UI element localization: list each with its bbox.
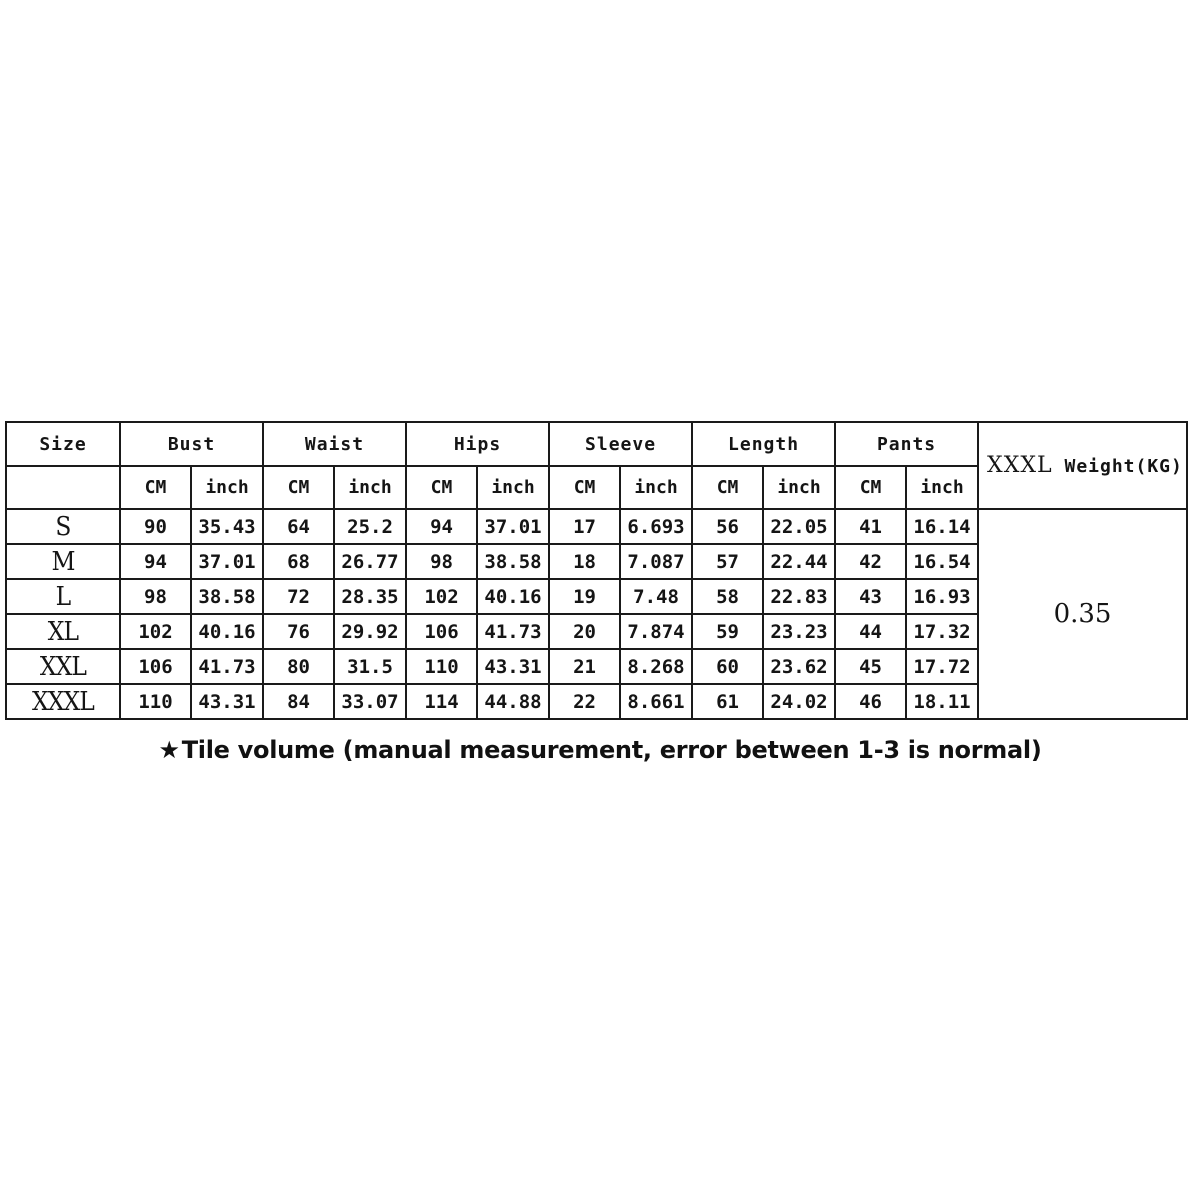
inch-value-cell: 40.16 bbox=[477, 579, 549, 614]
inch-value-cell: 25.2 bbox=[334, 509, 406, 544]
cm-value-cell: 57 bbox=[692, 544, 763, 579]
unit-inch: inch bbox=[763, 466, 835, 509]
size-cell: L bbox=[12, 579, 115, 614]
cm-value-cell: 60 bbox=[692, 649, 763, 684]
inch-value-cell: 35.43 bbox=[191, 509, 263, 544]
cm-value-cell: 98 bbox=[406, 544, 477, 579]
inch-value-cell: 6.693 bbox=[620, 509, 692, 544]
inch-value-cell: 17.32 bbox=[906, 614, 978, 649]
inch-value-cell: 33.07 bbox=[334, 684, 406, 719]
unit-cm: CM bbox=[692, 466, 763, 509]
inch-value-cell: 23.23 bbox=[763, 614, 835, 649]
cm-value-cell: 19 bbox=[549, 579, 620, 614]
cm-value-cell: 106 bbox=[406, 614, 477, 649]
table-row bbox=[6, 509, 1187, 544]
inch-value-cell: 16.14 bbox=[906, 509, 978, 544]
size-cell: XXL bbox=[12, 649, 115, 684]
cm-value-cell: 110 bbox=[406, 649, 477, 684]
cm-value-cell: 94 bbox=[120, 544, 191, 579]
unit-inch: inch bbox=[477, 466, 549, 509]
inch-value-cell: 37.01 bbox=[191, 544, 263, 579]
cm-value-cell: 22 bbox=[549, 684, 620, 719]
group-header-pants: Pants bbox=[835, 422, 978, 466]
cm-value-cell: 84 bbox=[263, 684, 334, 719]
cm-value-cell: 42 bbox=[835, 544, 906, 579]
measurement-note-text: Tile volume (manual measurement, error between 1-3 is normal) bbox=[181, 736, 1042, 764]
inch-value-cell: 23.62 bbox=[763, 649, 835, 684]
cm-value-cell: 102 bbox=[120, 614, 191, 649]
weight-value: 0.35 bbox=[978, 509, 1187, 719]
unit-inch: inch bbox=[620, 466, 692, 509]
cm-value-cell: 98 bbox=[120, 579, 191, 614]
inch-value-cell: 41.73 bbox=[191, 649, 263, 684]
cm-value-cell: 102 bbox=[406, 579, 477, 614]
unit-cm: CM bbox=[835, 466, 906, 509]
group-header-row bbox=[6, 422, 1187, 466]
cm-value-cell: 43 bbox=[835, 579, 906, 614]
inch-value-cell: 31.5 bbox=[334, 649, 406, 684]
cm-value-cell: 64 bbox=[263, 509, 334, 544]
inch-value-cell: 22.44 bbox=[763, 544, 835, 579]
inch-value-cell: 7.874 bbox=[620, 614, 692, 649]
unit-inch: inch bbox=[191, 466, 263, 509]
size-cell: M bbox=[12, 544, 115, 579]
cm-value-cell: 106 bbox=[120, 649, 191, 684]
cm-value-cell: 56 bbox=[692, 509, 763, 544]
inch-value-cell: 17.72 bbox=[906, 649, 978, 684]
inch-value-cell: 37.01 bbox=[477, 509, 549, 544]
inch-value-cell: 29.92 bbox=[334, 614, 406, 649]
unit-cm: CM bbox=[549, 466, 620, 509]
inch-value-cell: 7.48 bbox=[620, 579, 692, 614]
inch-value-cell: 44.88 bbox=[477, 684, 549, 719]
cm-value-cell: 59 bbox=[692, 614, 763, 649]
cm-value-cell: 46 bbox=[835, 684, 906, 719]
cm-value-cell: 17 bbox=[549, 509, 620, 544]
inch-value-cell: 8.661 bbox=[620, 684, 692, 719]
unit-inch: inch bbox=[906, 466, 978, 509]
size-unit-blank bbox=[6, 466, 120, 509]
group-header-length: Length bbox=[692, 422, 835, 466]
cm-value-cell: 58 bbox=[692, 579, 763, 614]
weight-unit-label: Weight(KG) bbox=[1064, 456, 1183, 477]
size-cell: XL bbox=[12, 614, 115, 649]
inch-value-cell: 18.11 bbox=[906, 684, 978, 719]
group-header-bust: Bust bbox=[120, 422, 263, 466]
cm-value-cell: 90 bbox=[120, 509, 191, 544]
unit-cm: CM bbox=[406, 466, 477, 509]
cm-value-cell: 61 bbox=[692, 684, 763, 719]
inch-value-cell: 24.02 bbox=[763, 684, 835, 719]
star-icon: ★ bbox=[158, 736, 180, 764]
inch-value-cell: 38.58 bbox=[477, 544, 549, 579]
cm-value-cell: 45 bbox=[835, 649, 906, 684]
cm-value-cell: 41 bbox=[835, 509, 906, 544]
size-chart-table bbox=[5, 421, 1188, 720]
cm-value-cell: 110 bbox=[120, 684, 191, 719]
weight-header bbox=[978, 422, 1187, 509]
inch-value-cell: 16.93 bbox=[906, 579, 978, 614]
inch-value-cell: 26.77 bbox=[334, 544, 406, 579]
group-header-waist: Waist bbox=[263, 422, 406, 466]
size-cell: XXXL bbox=[12, 684, 115, 719]
cm-value-cell: 80 bbox=[263, 649, 334, 684]
unit-cm: CM bbox=[263, 466, 334, 509]
inch-value-cell: 22.05 bbox=[763, 509, 835, 544]
inch-value-cell: 8.268 bbox=[620, 649, 692, 684]
size-header: Size bbox=[6, 422, 120, 466]
inch-value-cell: 22.83 bbox=[763, 579, 835, 614]
inch-value-cell: 16.54 bbox=[906, 544, 978, 579]
inch-value-cell: 40.16 bbox=[191, 614, 263, 649]
group-header-sleeve: Sleeve bbox=[549, 422, 692, 466]
cm-value-cell: 76 bbox=[263, 614, 334, 649]
cm-value-cell: 68 bbox=[263, 544, 334, 579]
size-cell: S bbox=[12, 509, 115, 544]
cm-value-cell: 21 bbox=[549, 649, 620, 684]
group-header-hips: Hips bbox=[406, 422, 549, 466]
cm-value-cell: 20 bbox=[549, 614, 620, 649]
inch-value-cell: 38.58 bbox=[191, 579, 263, 614]
inch-value-cell: 7.087 bbox=[620, 544, 692, 579]
cm-value-cell: 114 bbox=[406, 684, 477, 719]
inch-value-cell: 28.35 bbox=[334, 579, 406, 614]
cm-value-cell: 72 bbox=[263, 579, 334, 614]
inch-value-cell: 43.31 bbox=[191, 684, 263, 719]
cm-value-cell: 44 bbox=[835, 614, 906, 649]
inch-value-cell: 41.73 bbox=[477, 614, 549, 649]
unit-inch: inch bbox=[334, 466, 406, 509]
inch-value-cell: 43.31 bbox=[477, 649, 549, 684]
cm-value-cell: 18 bbox=[549, 544, 620, 579]
unit-cm: CM bbox=[120, 466, 191, 509]
cm-value-cell: 94 bbox=[406, 509, 477, 544]
measurement-note bbox=[0, 736, 1200, 764]
weight-size-label: XXXL bbox=[987, 453, 1053, 478]
